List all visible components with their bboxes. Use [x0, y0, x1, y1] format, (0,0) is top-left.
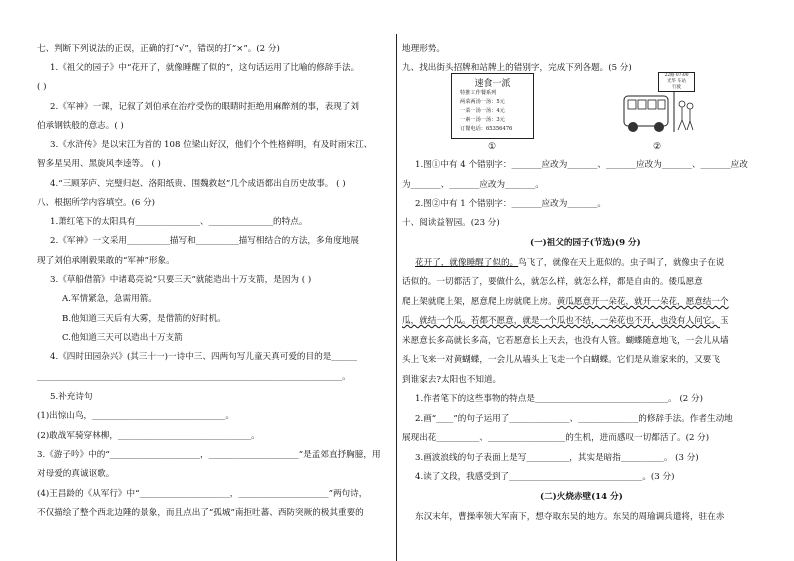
restaurant-sign-line: 特推工作餐系列	[460, 90, 497, 96]
q8-poem-4-line2: 不仅描绘了整个西北边陲的景象，而且点出了“孤城”南拒吐蕃、西防突厥的极其重要的	[37, 508, 364, 518]
bus-stop-sign-line: 22路 07:00	[664, 73, 689, 78]
restaurant-sign-title: 速食一派	[474, 79, 511, 89]
passage-1-line: 爬上架就爬上架，愿意爬上房就爬上房。黄瓜愿意开一朵花，就开一朵花，愿意结一个	[402, 297, 729, 307]
q10-title: 十、阅读益智园。(23 分)	[402, 218, 500, 228]
q7-item-4: 4.“三顾茅庐、完璧归赵、洛阳纸贵、围魏救赵”几个成语都出自历史故事。 ( )	[50, 179, 346, 189]
wavy-underlined-sentence: 瓜，就结一个瓜。若都不愿意，就是一个瓜也不结，一朵花也不开，也没有人问它。	[402, 316, 720, 326]
restaurant-sign-line: 订餐电话：65356476	[460, 126, 513, 132]
q8-poem-3-line2: 对母爱的真诚讴歌。	[37, 469, 115, 479]
passage-2-line: 东汉末年，曹操率领大军南下，想夺取东吴的地方。东吴的周瑜调兵遣将，驻在赤	[415, 512, 725, 522]
q7-item-1-answer[interactable]: ( )	[37, 82, 47, 92]
q9-item-1-line2: 为_______、_______应改为_______。	[402, 180, 544, 190]
q8-poem-4-line1: (4)王昌龄的《从军行》中“_____________________，_____________________”两句诗，	[37, 489, 368, 499]
q9-item-1-line1: 1.图①中有 4 个错别字：_______应改为_______、_______应改为_______、_______应改	[415, 160, 748, 170]
q8-title: 八、根据所学内容填空。(6 分)	[37, 198, 156, 208]
bus-stop-image	[622, 72, 695, 138]
q8-item-5: 5.补充诗句	[50, 392, 93, 402]
passage-1-line: 花开了，就像睡醒了似的。鸟飞了，就像在天上逛似的。虫子叫了，就像虫子在说	[415, 258, 725, 268]
q7-title: 七、判断下列说法的正误，正确的打“√”，错误的打“×”。(2 分)	[37, 44, 280, 54]
passage-2-title: (二)火烧赤壁(14 分)	[540, 492, 623, 502]
q9-item-2: 2.图②中有 1 个错别字：_______应改为_______。	[415, 199, 607, 209]
q7-item-1: 1.《祖父的园子》中“花开了，就像睡醒了似的”，这句话运用了比喻的修辞手法。	[50, 63, 360, 73]
reading-q1: 1.作者笔下的这些事物的特点是_______________________________。 (2 分)	[415, 394, 703, 404]
passage-1-title: (一)祖父的园子(节选)(9 分)	[530, 238, 641, 248]
q8-item-3: 3.《草船借箭》中诸葛亮说“只要三天”就能造出十万支箭，是因为 ( )	[50, 275, 312, 285]
passage-1-line: 到谁家去?太阳也不知道。	[402, 375, 502, 385]
q9-title: 九、找出街头招牌和站牌上的错别字，完成下列各题。(5 分)	[402, 63, 632, 73]
bus-stop-sign-line: 光华 车站	[667, 79, 686, 84]
q8-item-1: 1.萧红笔下的太阳具有_______________、_______________的特点。	[50, 217, 308, 227]
passage-1-line: 话似的。一切都活了，要做什么，就怎么样，就怎么样，都是自由的。倭瓜愿意	[402, 277, 703, 287]
wavy-underlined-sentence: 黄瓜愿意开一朵花，就开一朵花，愿意结一个	[556, 297, 729, 307]
passage-1-line: 米愿意长多高就长多高，它若愿意长上天去，也没有人管。蝴蝶随意地飞，一会儿从墙	[402, 336, 729, 346]
q7-item-3-line1: 3.《水浒传》是以宋江为首的 108 位梁山好汉，他们个个性格鲜明，有及时雨宋江、	[50, 140, 373, 150]
restaurant-sign-image	[451, 73, 534, 139]
underlined-sentence: 花开了，就像睡醒了似的。	[415, 258, 519, 268]
restaurant-sign-line: 一菜一汤一汤：4元	[460, 108, 505, 114]
reading-q4: 4.读了文段，我感受到了_______________________________。(3 分)	[415, 472, 675, 482]
q7-item-2-line2: 伯承钢铁般的意志。( )	[37, 121, 124, 131]
picture-1-label: ①	[488, 142, 497, 152]
q8-item-4-line1: 4.《四时田园杂兴》(其三十一)一诗中三、四两句写儿童天真可爱的目的是______	[50, 352, 358, 362]
passage-1-line: 头上飞来一对黄蝴蝶，一会儿从墙头上飞走一个白蝴蝶。它们是从谁家来的，又要飞	[402, 355, 720, 365]
q7-item-3-line2: 智多星吴用、黑旋风李逵等。 ( )	[37, 159, 161, 169]
q8-item-4-line2: _______________________________________________________________________。	[37, 372, 351, 382]
q7-item-2-line1: 2.《军神》一课，记叙了刘伯承在治疗受伤的眼睛时拒绝用麻醉剂的事，表现了刘	[50, 102, 359, 112]
q8-option-a[interactable]: A.军情紧急，急需用箭。	[62, 294, 157, 304]
q8-poem-2: (2)敢战军骑穿林柳，_______________________________。	[37, 431, 260, 441]
q8-option-b[interactable]: B.他知道三天后有大雾，是借箭的好时机。	[62, 314, 226, 324]
q8-option-c[interactable]: C.他知道三天可以造出十万支箭	[62, 333, 183, 343]
q8-poem-3-line1: 3.《游子吟》中的“_____________________，_____________________”是孟郊直抒胸臆，用	[37, 450, 381, 460]
bus-stop-sign-line: 行驶	[672, 85, 681, 90]
reading-q3: 3.画波浪线的句子表面上是写__________，其实是暗指__________。 (3 分)	[415, 453, 699, 463]
continued-text: 地理形势。	[402, 44, 445, 54]
restaurant-sign-line: 一素一汤一汤：3元	[460, 117, 505, 123]
restaurant-sign-line: 两菜两汤一汤：5元	[460, 99, 505, 105]
passage-1-line: 瓜，就结一个瓜。若都不愿意，就是一个瓜也不结，一朵花也不开，也没有人问它。玉	[402, 316, 729, 326]
reading-q2-line1: 2.画“____”的句子运用了______________、______________的修辞手法。作者生动地	[415, 414, 733, 424]
q8-item-2-line2: 现了刘伯承刚毅果敢的“军神”形象。	[37, 256, 175, 266]
q8-item-2-line1: 2.《军神》一文采用__________描写和__________描写相结合的方法，多角度地展	[50, 236, 359, 246]
picture-2-label: ②	[653, 142, 662, 152]
q8-poem-1: (1)出惊山鸟，_______________________________。	[37, 411, 234, 421]
bus-stop-sign	[658, 72, 695, 92]
reading-q2-line2: 展现出花__________、__________________的生机，进而感叹一切都活了。(2 分)	[402, 433, 710, 443]
